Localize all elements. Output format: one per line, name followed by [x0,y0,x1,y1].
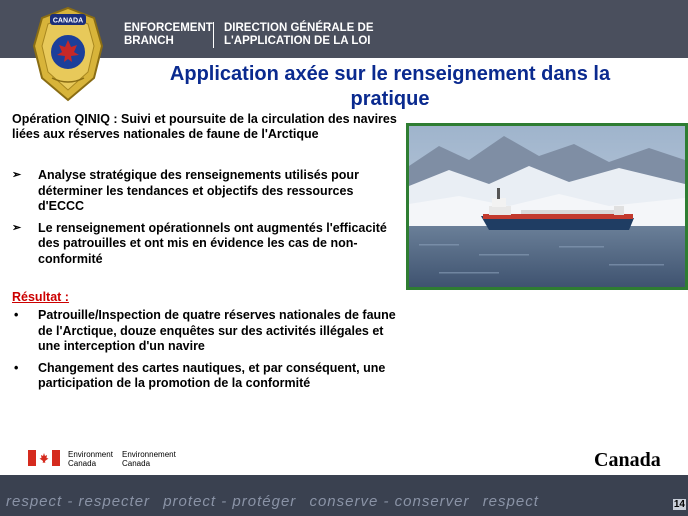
dot-bullet-icon: • [14,308,19,322]
branch-en-line1: ENFORCEMENT [124,22,213,34]
canada-flag-icon [28,450,60,466]
motto-item: respect [482,493,539,510]
motto-item: respect - respecter [6,493,151,510]
bullet-text: Patrouille/Inspection de quatre réserves nationales de faune de l'Arctique, douze enquêtes sur des activités illégales et une interception d'un navire [38,308,396,353]
canada-wordmark: Canada [594,449,661,471]
branch-fr [224,22,374,48]
svg-text:CANADA: CANADA [52,17,84,25]
signature-en [68,450,113,468]
intro-text: Opération QINIQ : Suivi et poursuite de la circulation des navires liées aux réserves nationales de faune de l'Arctique [12,112,397,141]
enforcement-badge-logo [28,6,108,102]
footer-band [0,475,688,516]
result-bullet-item [12,308,402,355]
branch-fr-line1: DIRECTION GÉNÉRALE DE [224,22,374,34]
analysis-bullet-list [12,168,402,273]
bullet-text: Changement des cartes nautiques, et par conséquent, une participation de la promotion de la conformité [38,360,386,390]
branch-en [124,22,213,48]
dot-bullet-icon: • [14,360,19,375]
slide-title [130,62,650,112]
result-label: Résultat : [12,290,69,304]
branch-fr-line2: L'APPLICATION DE LA LOI [224,35,371,47]
government-signature [28,450,176,471]
signature-en-line2: Canada [68,459,97,468]
arrow-bullet-icon: ➢ [12,169,22,181]
page-number: 14 [673,499,685,510]
result-bullet-list [12,308,402,398]
signature-en-line1: Environment [68,450,113,459]
footer-motto [6,493,547,510]
slide-title-line1: Application axée sur le renseignement dans la [169,63,611,85]
ship-photo [406,123,688,290]
branch-en-line2: BRANCH [124,35,174,47]
slide-title-line2: pratique [350,88,430,110]
result-bullet-item [12,361,402,392]
arrow-bullet-icon: ➢ [12,221,22,234]
header-divider [213,22,214,48]
analysis-bullet-item [12,168,402,215]
analysis-bullet-item [12,221,402,268]
bullet-text: Le renseignement opérationnels ont augmentés l'efficacité des patrouilles et ont mis en évidence les cas de non- conformité [38,220,387,266]
signature-fr-line1: Environnement [122,450,176,459]
bullet-text: Analyse stratégique des renseignements utilisés pour déterminer les tendances et objectifs des ressources d'ECCC [38,168,359,213]
signature-fr [122,450,176,468]
signature-fr-line2: Canada [122,459,151,468]
motto-item: conserve - conserver [309,493,470,510]
motto-item: protect - protéger [163,493,297,510]
